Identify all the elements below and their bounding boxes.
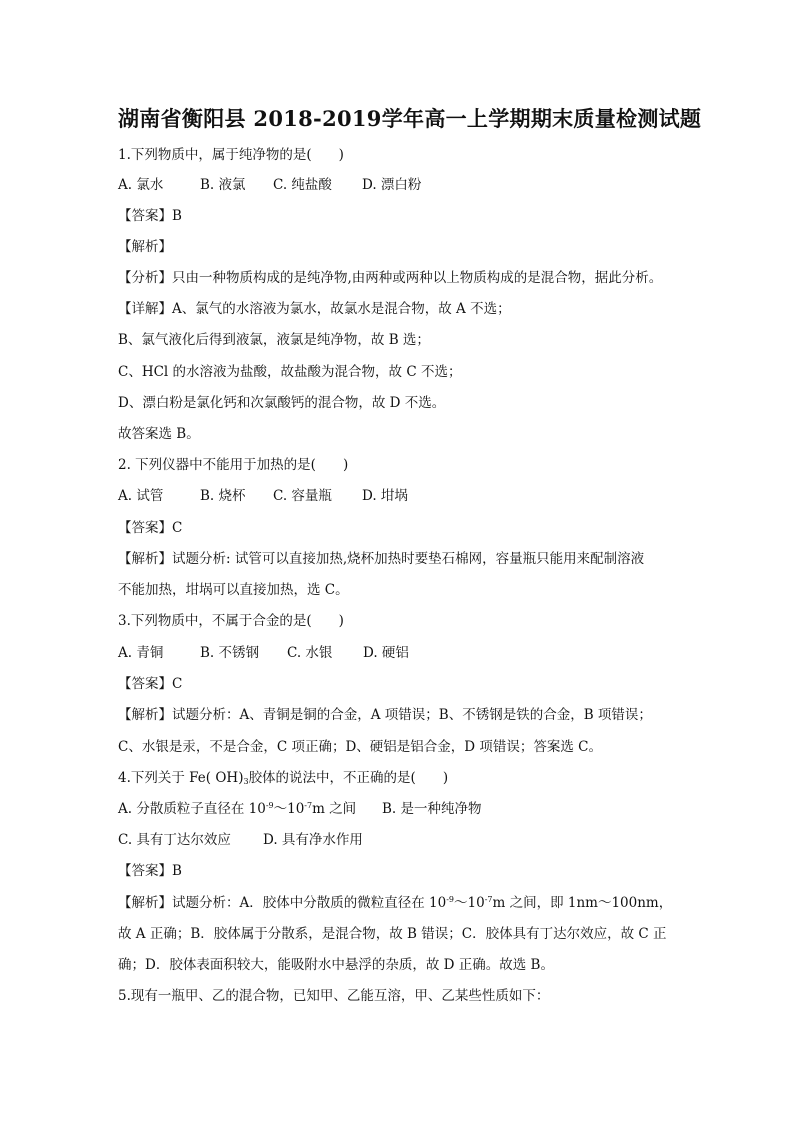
q2-analysis-line: 不能加热，坩埚可以直接加热，选 C。 (118, 582, 349, 598)
q3-analysis-line: C、水银是汞，不是合金，C 项正确；D、硬铝是铝合金，D 项错误；答案选 C。 (118, 739, 603, 755)
q4-stem-post: 胶体的说法中，不正确的是( ) (248, 770, 449, 786)
q4-analysis-post: m 之间，即 1nm～100nm， (492, 895, 673, 911)
q1-detail-line: 【详解】A、氯气的水溶液为氯水，故氯水是混合物，故 A 不选； (118, 301, 511, 317)
q4-analysis-pre: 【解析】试题分析：A．胶体中分散质的微粒直径在 10 (118, 895, 447, 911)
q4-stem (118, 768, 448, 788)
q1-answer: 【答案】B (118, 208, 182, 224)
q2-option-a: A. 试管 (118, 488, 164, 504)
q1-detail-line: B、氯气液化后得到液氯，液氯是纯净物，故 B 选； (118, 332, 430, 348)
q3-stem: 3.下列物质中，不属于合金的是( ) (118, 613, 344, 629)
q4-option-a-exp1: -9 (265, 801, 274, 810)
q4-option-c: C. 具有丁达尔效应 (118, 832, 231, 848)
q3-option-b: B. 不锈钢 (200, 645, 260, 661)
q4-options-row-1 (118, 799, 482, 819)
q4-analysis-line: 确；D．胶体表面积较大，能吸附水中悬浮的杂质，故 D 正确。故选 B。 (118, 957, 554, 973)
q3-option-d: D. 硬铝 (363, 645, 409, 661)
q1-option-c: C. 纯盐酸 (273, 177, 332, 193)
q1-option-b: B. 液氯 (200, 177, 246, 193)
q1-options (118, 175, 421, 195)
q1-detail-line: D、漂白粉是氯化钙和次氯酸钙的混合物，故 D 不选。 (118, 395, 446, 411)
q4-option-a-mid: ～10 (273, 801, 305, 817)
q4-answer: 【答案】B (118, 863, 182, 879)
q3-answer: 【答案】C (118, 676, 183, 692)
q2-option-d: D. 坩埚 (362, 488, 408, 504)
q4-stem-subscript: 3 (243, 777, 249, 786)
q4-analysis-exp1: -9 (446, 895, 455, 904)
q1-detail-line: C、HCl 的水溶液为盐酸，故盐酸为混合物，故 C 不选； (118, 364, 462, 380)
q4-analysis-line (118, 893, 672, 913)
q4-analysis-exp2: -7 (484, 895, 493, 904)
q3-option-c: C. 水银 (287, 645, 333, 661)
q1-analysis-heading: 【解析】 (118, 239, 172, 255)
q4-analysis-mid: ～10 (454, 895, 485, 911)
q5-stem: 5.现有一瓶甲、乙的混合物，已知甲、乙能互溶，甲、乙某些性质如下： (118, 988, 550, 1004)
q4-option-a (118, 799, 382, 819)
q3-option-a: A. 青铜 (118, 645, 164, 661)
q1-option-d: D. 漂白粉 (362, 177, 422, 193)
q4-stem-pre: 4.下列关于 Fe( OH) (118, 770, 244, 786)
q2-option-c: C. 容量瓶 (273, 488, 332, 504)
q4-option-a-pre: A. 分散质粒子直径在 10 (118, 801, 266, 817)
q4-option-d: D. 具有净水作用 (263, 832, 363, 848)
q1-conclusion: 故答案选 B。 (118, 426, 200, 442)
q2-stem: 2. 下列仪器中不能用于加热的是( ) (118, 457, 349, 473)
q4-option-b: B. 是一种纯净物 (382, 801, 482, 817)
q2-options (118, 486, 408, 506)
q4-analysis-line: 故 A 正确；B．胶体属于分散系，是混合物，故 B 错误；C．胶体具有丁达尔效应，故 C 正 (118, 926, 667, 942)
q1-stem: 1.下列物质中，属于纯净物的是( ) (118, 147, 344, 163)
q4-option-a-post: m 之间 (312, 801, 357, 817)
q2-analysis-line: 【解析】试题分析: 试管可以直接加热,烧杯加热时要垫石棉网，容量瓶只能用来配制溶液 (118, 551, 645, 567)
page-title: 湖南省衡阳县 2018-2019学年高一上学期期末质量检测试题 (118, 106, 702, 131)
q3-analysis-line: 【解析】试题分析：A、青铜是铜的合金，A 项错误；B、不锈钢是铁的合金，B 项错误； (118, 707, 652, 723)
q4-option-a-exp2: -7 (304, 801, 313, 810)
q2-answer: 【答案】C (118, 520, 183, 536)
q2-option-b: B. 烧杯 (200, 488, 246, 504)
q3-options (118, 643, 409, 663)
q4-options-row-2 (118, 830, 363, 850)
q1-option-a: A. 氯水 (118, 177, 164, 193)
q1-fenxi: 【分析】只由一种物质构成的是纯净物,由两种或两种以上物质构成的是混合物，据此分析。 (118, 270, 663, 286)
